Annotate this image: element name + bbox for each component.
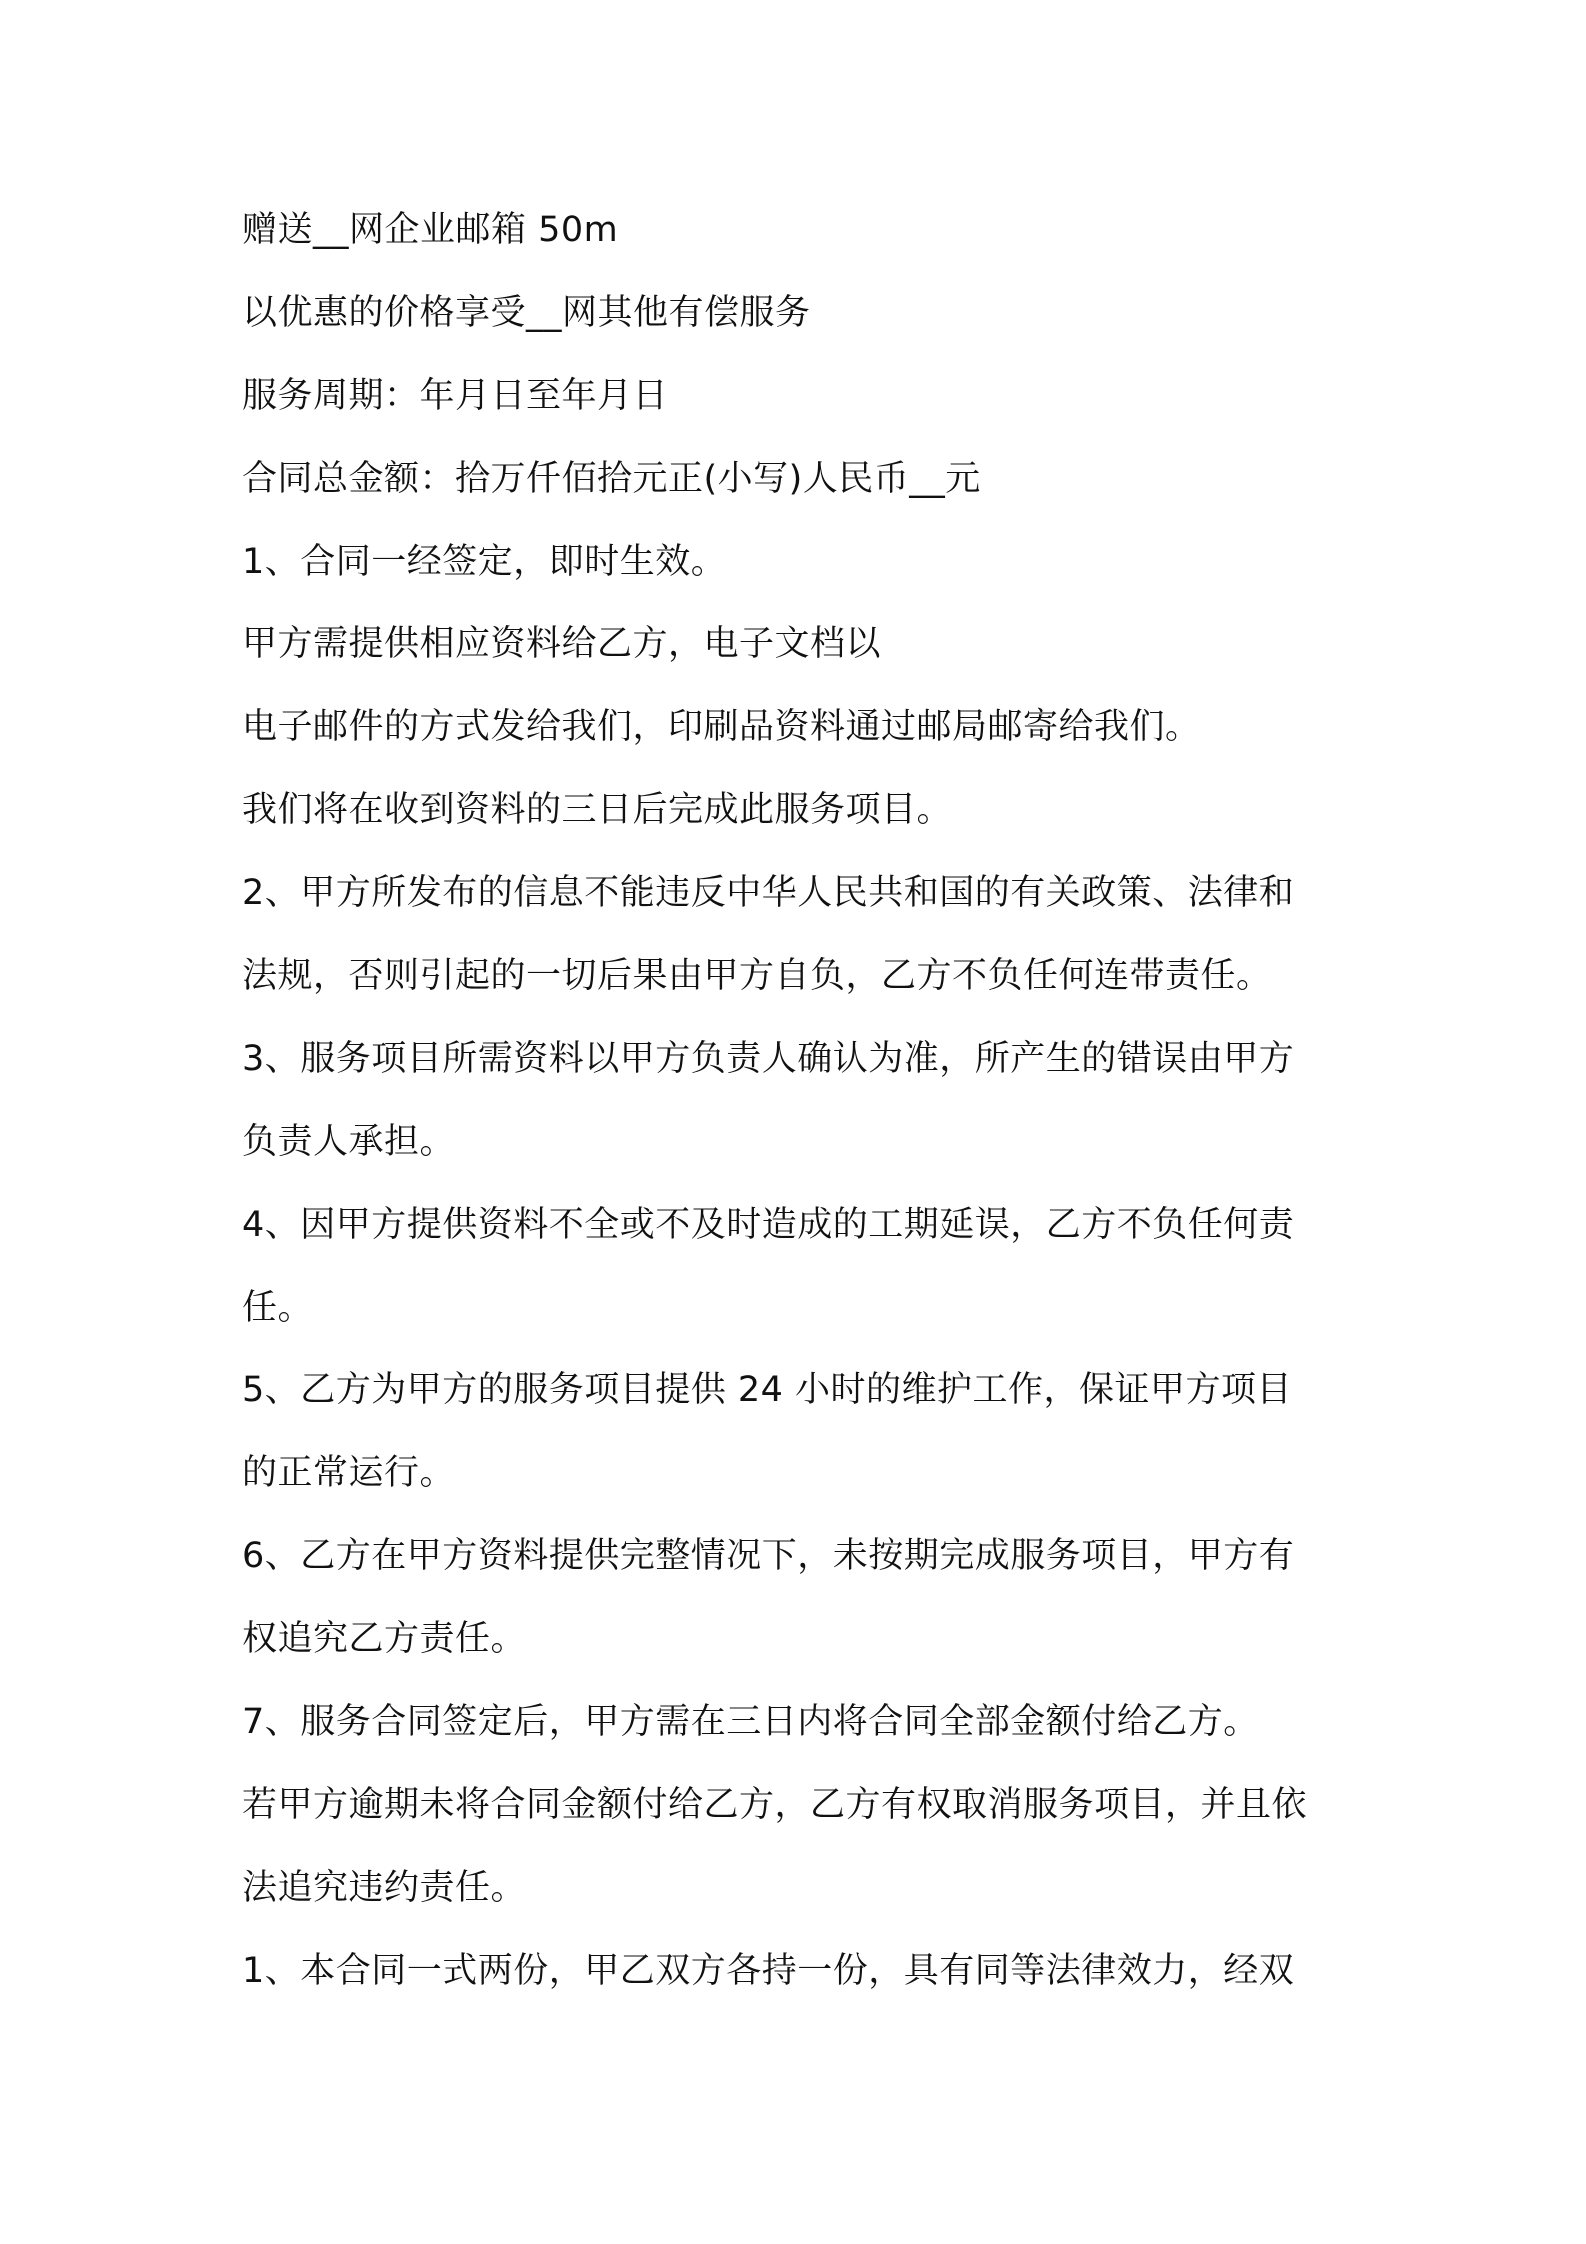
text-line-clause-1: 1、合同一经签定，即时生效。 xyxy=(242,541,727,582)
text-line-clause-2-cont: 法规，否则引起的一切后果由甲方自负，乙方不负任何连带责任。 xyxy=(242,956,1272,997)
document-body xyxy=(242,196,1362,2020)
text-line-clause-7: 7、服务合同签定后，甲方需在三日内将合同全部金额付给乙方。 xyxy=(242,1702,1259,1743)
text-line-overdue-cont: 法追究违约责任。 xyxy=(242,1867,527,1908)
text-line-gift-email: 赠送__网企业邮箱 50m xyxy=(242,210,619,250)
text-line-clause-2: 2、甲方所发布的信息不能违反中华人民共和国的有关政策、法律和 xyxy=(242,873,1295,914)
text-line-contract-total: 合同总金额：拾万仟佰拾元正(小写)人民币__元 xyxy=(242,458,981,499)
text-line-final-clause-1: 1、本合同一式两份，甲乙双方各持一份，具有同等法律效力，经双 xyxy=(242,1950,1295,1991)
text-line-completion: 我们将在收到资料的三日后完成此服务项目。 xyxy=(242,790,953,831)
text-line-service-period: 服务周期：年月日至年月日 xyxy=(242,375,669,416)
text-line-discount-services: 以优惠的价格享受__网其他有偿服务 xyxy=(242,292,811,333)
text-line-materials: 甲方需提供相应资料给乙方，电子文档以 xyxy=(242,624,882,665)
text-line-clause-5-cont: 的正常运行。 xyxy=(242,1453,456,1494)
text-line-clause-5: 5、乙方为甲方的服务项目提供 24 小时的维护工作，保证甲方项目 xyxy=(242,1370,1293,1411)
text-line-clause-4: 4、因甲方提供资料不全或不及时造成的工期延误，乙方不负任何责 xyxy=(242,1204,1295,1245)
text-line-clause-6: 6、乙方在甲方资料提供完整情况下，未按期完成服务项目，甲方有 xyxy=(242,1536,1295,1577)
text-line-overdue: 若甲方逾期未将合同金额付给乙方，乙方有权取消服务项目，并且依 xyxy=(242,1784,1308,1825)
text-line-clause-3: 3、服务项目所需资料以甲方负责人确认为准，所产生的错误由甲方 xyxy=(242,1038,1295,1079)
text-line-clause-6-cont: 权追究乙方责任。 xyxy=(242,1619,527,1660)
text-line-materials-delivery: 电子邮件的方式发给我们，印刷品资料通过邮局邮寄给我们。 xyxy=(242,707,1201,748)
text-line-clause-4-cont: 任。 xyxy=(242,1287,314,1328)
text-line-clause-3-cont: 负责人承担。 xyxy=(242,1121,456,1162)
